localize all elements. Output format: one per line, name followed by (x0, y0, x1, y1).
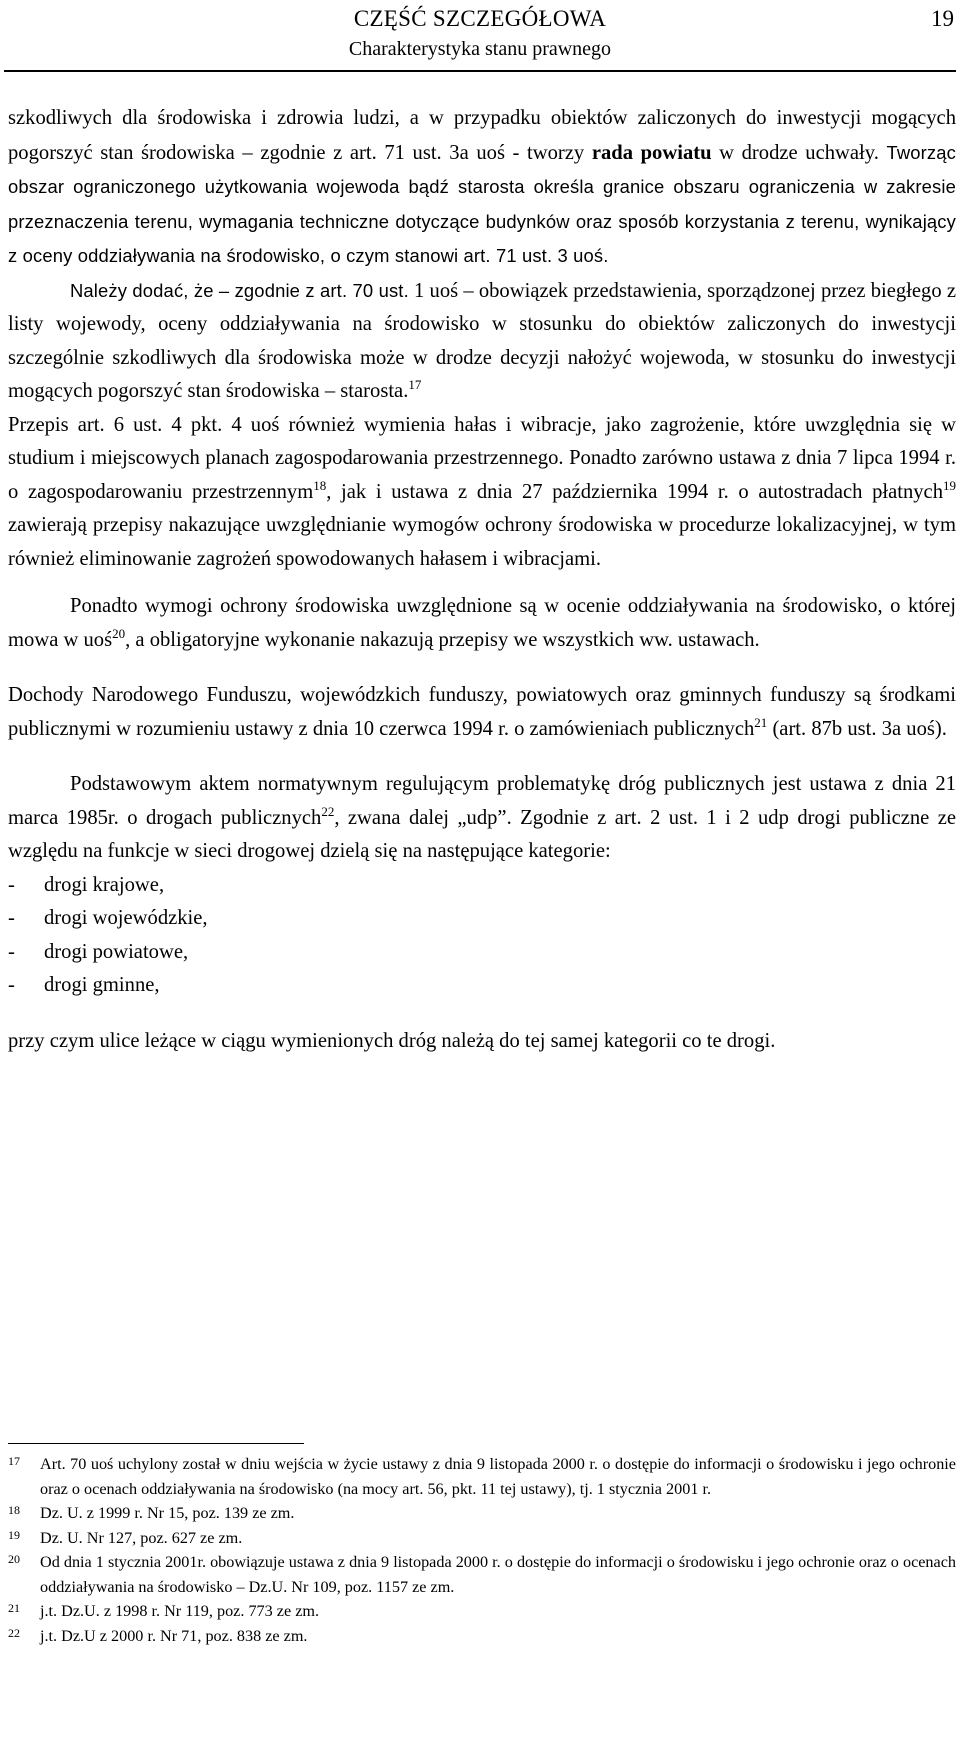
footnote-text: Art. 70 uoś uchylony został w dniu wejścia w życie ustawy z dnia 9 listopada 2000 r. o dostępie do informacji o środowisku i jego ochronie oraz o ocenach oddziaływania na środowisko (na mocy art. 56, pkt. 11 tej ustawy), tj. 1 stycznia 2001 r. (40, 1455, 956, 1498)
paragraph-7: przy czym ulice leżące w ciągu wymienionych dróg należą do tej samej kategorii co te drogi. (8, 1029, 776, 1052)
list-dash: - (8, 940, 15, 963)
list-item (8, 869, 956, 903)
text-run-sans: Tworząc obszar ograniczonego użytkowania wojewoda bądź starosta określa granice obszaru ograniczenia w zakresie przeznaczenia terenu, wymagania techniczne dotyczące budynków oraz sposób korzystania z terenu, wynikający z oceny oddziaływania na środowisko, o czym stanowi art. 71 ust. 3 uoś. (8, 141, 956, 266)
footnote-number: 17 (8, 1454, 20, 1468)
text-run: (art. 87b ust. 3a uoś). (767, 717, 947, 740)
footnote-text: Dz. U. Nr 127, poz. 627 ze zm. (40, 1528, 243, 1547)
footnote-ref[interactable]: 19 (943, 477, 956, 493)
footnote-18 (8, 1501, 956, 1526)
text-run: 1 uoś – obowiązek przedstawienia, sporządzonej przez biegłego z listy wojewody, oceny oddziaływania na środowisko w stosunku do obiektów zaliczonych do inwestycji szczególnie szkodliwych dla środowiska może w drodze decyzji nałożyć wojewoda, w stosunku do inwestycji mogących pogorszyć stan środowiska – starosta. (8, 279, 956, 402)
category-list (8, 869, 956, 1003)
text-run-sans: Należy dodać, że – zgodnie z art. 70 ust. (70, 279, 409, 301)
footnote-ref[interactable]: 18 (313, 477, 327, 493)
list-item-text: drogi gminne, (44, 974, 160, 996)
footnote-number: 18 (8, 1503, 20, 1517)
footnote-text: j.t. Dz.U. z 1998 r. Nr 119, poz. 773 ze zm. (40, 1602, 320, 1620)
footnote-text: Od dnia 1 stycznia 2001r. obowiązuje ustawa z dnia 9 listopada 2000 r. o dostępie do informacji o środowisku i jego ochronie oraz o ocenach oddziaływania na środowisko – Dz.U. Nr 109, poz. 1157 ze zm. (40, 1553, 956, 1596)
paragraph-3 (8, 409, 956, 577)
footnote-number: 21 (8, 1601, 20, 1615)
bold-text: rada powiatu (591, 141, 712, 164)
list-item (8, 936, 956, 970)
paragraph-5 (8, 679, 956, 746)
text-run: zawierają przepisy nakazujące uwzględnianie wymogów ochrony środowiska w procedurze lokalizacyjnej, w tym również eliminowanie zagrożeń spowodowanych hałasem i wibracjami. (8, 514, 956, 570)
footnote-20 (8, 1550, 956, 1599)
header-divider (4, 70, 956, 72)
list-dash: - (8, 873, 15, 896)
text-run: w drodze uchwały. (711, 141, 887, 164)
footnote-17 (8, 1452, 956, 1501)
document-body (8, 102, 956, 1058)
text-run: Podstawowym aktem normatywnym regulującym problematykę dróg publicznych jest ustawa z dnia 21 marca 1985r. o drogach publicznych (8, 773, 956, 829)
text-run: Ponadto wymogi ochrony środowiska uwzględnione są w ocenie oddziaływania na środowisko, o której mowa w uoś (8, 595, 956, 651)
footnote-number: 19 (8, 1527, 20, 1542)
paragraph-4 (8, 590, 956, 657)
footnotes (8, 1452, 956, 1648)
text-run: Przepis art. 6 ust. 4 pkt. 4 uoś również wymienia hałas i wibracje, jako zagrożenie, które uwzględnia się w studium i miejscowych planach zagospodarowania przestrzennego. Ponadto zarówno ustawa z dnia 7 lipca 1994 r. o zagospodarowaniu przestrzennym (8, 413, 956, 503)
list-item (8, 969, 956, 1003)
list-dash: - (8, 974, 15, 996)
footnote-separator (8, 1443, 304, 1444)
list-item-text: drogi wojewódzkie, (44, 907, 208, 929)
header-subtitle: Charakterystyka stanu prawnego (348, 38, 612, 60)
footnote-number: 22 (8, 1625, 20, 1640)
footnote-ref[interactable]: 22 (321, 803, 335, 819)
page-number: 19 (931, 6, 954, 31)
text-run: szkodliwych dla środowiska i zdrowia ludzi, a w przypadku obiektów zaliczonych do inwestycji mogących pogorszyć stan środowiska – zgodnie z art. 71 ust. 3a uoś - tworzy (8, 107, 956, 164)
list-item-text: drogi powiatowe, (44, 940, 189, 963)
paragraph-1 (8, 102, 956, 274)
text-run: Dochody Narodowego Funduszu, wojewódzkich funduszy, powiatowych oraz gminnych funduszy są środkami publicznymi w rozumieniu ustawy z dnia 10 czerwca 1994 r. o zamówieniach publicznych (8, 684, 956, 740)
list-item (8, 902, 956, 936)
footnote-text: j.t. Dz.U z 2000 r. Nr 71, poz. 838 ze zm. (40, 1626, 308, 1645)
footnote-ref[interactable]: 21 (754, 714, 768, 730)
page-header (0, 0, 960, 72)
list-item-text: drogi krajowe, (44, 873, 165, 896)
paragraph-6 (8, 768, 956, 869)
footnote-22 (8, 1624, 956, 1649)
paragraph-2 (8, 274, 956, 409)
header-title: CZĘŚĆ SZCZEGÓŁOWA (353, 6, 607, 31)
footnote-ref[interactable]: 17 (408, 377, 422, 392)
footnote-21 (8, 1599, 956, 1624)
list-dash: - (8, 907, 15, 929)
text-run: , jak i ustawa z dnia 27 października 1994 r. o autostradach płatnych (326, 480, 943, 503)
footnote-ref[interactable]: 20 (112, 625, 126, 641)
text-run: , zwana dalej „udp”. Zgodnie z art. 2 ust. 1 i 2 udp drogi publiczne ze względu na funkcje w sieci drogowej dzielą się na następujące kategorie: (8, 806, 956, 862)
footnote-number: 20 (8, 1552, 20, 1566)
footnote-text: Dz. U. z 1999 r. Nr 15, poz. 139 ze zm. (40, 1504, 295, 1522)
text-run: , a obligatoryjne wykonanie nakazują przepisy we wszystkich ww. ustawach. (125, 628, 760, 651)
footnote-19 (8, 1526, 956, 1551)
